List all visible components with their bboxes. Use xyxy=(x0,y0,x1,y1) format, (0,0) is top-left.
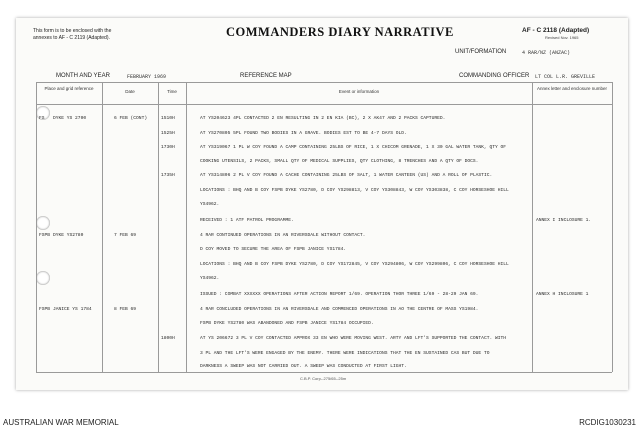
printer-mark: C.B.P. Corp--275/65--25m xyxy=(300,376,347,381)
column-divider xyxy=(532,82,533,372)
entry-place: FSPB xyxy=(39,233,51,238)
entry-time: 1510H xyxy=(161,116,175,121)
entry-grid: JANICE YS 1784 xyxy=(53,307,92,312)
entry-date: 8 FEB 69 xyxy=(114,307,137,312)
column-divider xyxy=(612,82,613,372)
entry-time: 1735H xyxy=(161,173,175,178)
entry-event: AT YS314806 2 PL V COY FOUND A CACHE CONTAINING 25LBS OF SALT, 1 WATER CANTEEN (US) AND A ROLL OF PLASTIC. xyxy=(200,173,493,178)
entry-event: 3 PL AND THE LFT'S WERE ENGAGED BY THE ENEMY. THERE WERE INDICATIONS THAT THE EN SUSTAINED CAS BUT DUE TO xyxy=(200,351,490,356)
column-header-event: Event or information xyxy=(338,89,380,94)
column-divider xyxy=(158,82,159,372)
entry-event: LOCATIONS : BHQ AND B COY FSPB DYKE YS2780, D COY YS298813, V COY YS308843, W COY YS303838, C COY HORSESHOE HILL xyxy=(200,188,509,193)
entry-date: 7 FEB 69 xyxy=(114,233,137,238)
entry-event: AT YS270805 5PL FOUND TWO BODIES IN A GRAVE. BODIES EST TO BE 4-7 DAYS OLD. xyxy=(200,131,407,136)
entry-event: AT YS319067 1 PL W COY FOUND A CAMP CONTAINING 25LBS OF RICE, 1 X CHICOM GRENADE, 1 X 30 GAL WATER TANK, QTY OF xyxy=(200,145,506,150)
header-bottom-rule xyxy=(36,104,612,105)
commanding-officer-label: COMMANDING OFFICER xyxy=(459,73,530,79)
entry-event: COOKING UTENSILS, 2 PACKS, SMALL QTY OF MEDICAL SUPPLIES, QTY CLOTHING, 8 TRENCHES AND A QTY OF DOCS. xyxy=(200,159,479,164)
form-number: AF - C 2118 (Adapted) xyxy=(522,27,590,34)
note-line: annexes to AF - C 2119 (Adapted). xyxy=(33,35,110,41)
unit-label: UNIT/FORMATION xyxy=(455,49,507,55)
entry-event: FSPB DYKE YS2780 WAS ABANDONED AND FSPB JANICE YS1784 OCCUPIED. xyxy=(200,321,374,326)
page-title: COMMANDERS DIARY NARRATIVE xyxy=(226,25,454,39)
entry-event: 4 RAR CONTINUED OPERATIONS IN AN RIVERSDALE WITHOUT CONTACT. xyxy=(200,233,366,238)
column-divider xyxy=(186,82,187,372)
footer-record-id: RCDIG1030231 xyxy=(579,418,636,427)
entry-time: 1800H xyxy=(161,336,175,341)
entry-event: D COY MOVED TO SECURE THE AREA OF FSPB JANICE YS1784. xyxy=(200,247,347,252)
entry-grid: DYKE YS 2700 xyxy=(53,116,87,121)
entry-event: DARKNESS A SWEEP WAS NOT CARRIED OUT. A SWEEP WAS CONDUCTED AT FIRST LIGHT. xyxy=(200,364,407,369)
unit-value: 4 RAR/NZ (ANZAC) xyxy=(522,50,571,56)
revised-date: Revised Nov. 1965 xyxy=(545,35,579,40)
table-bottom-rule xyxy=(36,372,612,373)
column-divider xyxy=(102,82,103,372)
punch-hole xyxy=(36,271,50,285)
entry-event: 4 RAR CONCLUDED OPERATIONS IN AN RIVERSDALE AND COMMENCED OPERATIONS IN AO THE CENTRE OF MASS YS1984. xyxy=(200,307,479,312)
entry-event: YS4962. xyxy=(200,276,220,281)
entry-time: 1730H xyxy=(161,145,175,150)
entry-event: RECEIVED : 1 ATF PATROL PROGRAMME. xyxy=(200,218,294,223)
entry-event: ISSUED : COMBAT XXXXXX OPERATIONS AFTER ACTION REPORT 1/69. OPERATION THOR THREE 1/69 - 28-29 JAN 69. xyxy=(200,292,479,297)
month-value: FEBRUARY 1969 xyxy=(127,74,167,80)
note-line: This form is to be enclosed with the xyxy=(33,28,112,34)
entry-event: YS4962. xyxy=(200,202,220,207)
entry-date: 6 FEB (CONT) xyxy=(114,116,148,121)
column-header-time: Time xyxy=(167,89,177,94)
entry-grid: DYKE YS2780 xyxy=(53,233,84,238)
column-divider xyxy=(36,82,37,372)
entry-event: LOCATIONS : BHQ AND B COY FSPB DYKE YS2780, D COY YS172845, V COY YS294806, W COY YS299806, C COY HORSESHOE HILL xyxy=(200,262,509,267)
entry-annex: ANNEX H INCLOSURE 1 xyxy=(536,292,589,297)
entry-time: 1525H xyxy=(161,131,175,136)
punch-hole xyxy=(36,216,50,230)
entry-place: FSPB xyxy=(39,307,51,312)
footer-institution: AUSTRALIAN WAR MEMORIAL xyxy=(3,418,119,427)
column-header-date: Date xyxy=(125,89,135,94)
reference-map-label: REFERENCE MAP xyxy=(240,73,292,79)
month-label: MONTH AND YEAR xyxy=(56,73,110,79)
entry-place: FS xyxy=(39,116,45,121)
column-header-annex: Annex letter and enclosure number xyxy=(536,86,608,91)
entry-annex: ANNEX I INCLOSURE 1. xyxy=(536,218,592,223)
column-header-place: Place and grid reference xyxy=(44,86,94,91)
table-top-rule xyxy=(36,82,612,83)
entry-event: AT YS204623 4PL CONTACTED 2 EN RESULTING IN 2 EN KIA (BC), 2 X AK47 AND 2 PACKS CAPTURED. xyxy=(200,116,446,121)
entry-event: AT YS 206672 3 PL V COY CONTACTED APPROX 33 EN WHO WERE MOVING WEST. ARTY AND LFT'S SUPPORTED THE CONTACT. WITH xyxy=(200,336,506,341)
enclosure-note xyxy=(33,28,111,42)
commanding-officer-value: LT COL L.R. GREVILLE xyxy=(535,74,596,80)
